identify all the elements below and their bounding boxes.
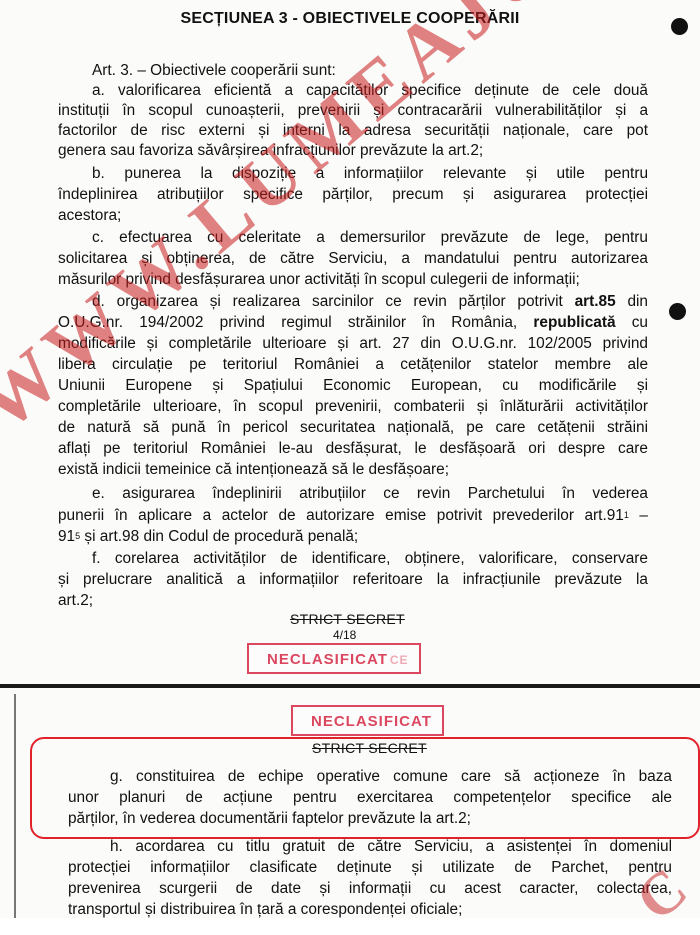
paragraph-line: art.2; (58, 592, 94, 609)
paragraph-line: libera circulație pe teritoriul României a cetățenilor statelor membre ale (58, 356, 648, 373)
paragraph-line: O.U.G.nr. 194/2002 privind regimul străinilor în România, republicată cu (58, 314, 648, 331)
paragraph-line: de natură să pună în pericol securitatea națională, pe care cetățenii străini (58, 419, 648, 436)
paragraph-line: f. corelarea activităților de identificare, obținere, valorificare, conservare (92, 550, 648, 567)
paragraph-line: aflați pe teritoriul României le-au desfășurat, le desfășoară ori despre care (58, 440, 648, 457)
neclasificat-stamp: NECLASIFICAT CE (247, 643, 421, 674)
paragraph-line: și prelucrare analitică a informațiilor referitoare la infracțiunile prevăzute la (58, 571, 648, 588)
paragraph-line: solicitarea și obținerea, de către Serviciu, a mandatului pentru autorizarea (58, 250, 648, 267)
paragraph-line: a. valorificarea eficientă a capacităților specifice deținute de cele două (92, 82, 648, 99)
margin-bullet (671, 18, 688, 35)
paragraph-line: e. asigurarea îndeplinirii atribuțiilor ce revin Parchetului în vederea (92, 485, 648, 502)
article-title: Art. 3. – Obiectivele cooperării sunt: (92, 62, 336, 79)
paragraph-line: completările ulterioare, în scopul prevenirii, combaterii și înlăturării activităților (58, 398, 648, 415)
paragraph-line: transportul și distribuirea în țară a corespondenței oficiale; (68, 901, 463, 918)
paragraph-line: îndeplinirea atribuțiilor specifice părților, precum și asigurarea protecției (58, 186, 648, 203)
paragraph-line: g. constituirea de echipe operative comune care să acționeze în baza (110, 768, 672, 785)
paragraph-line: $91^5$ și art.98 din Codul de procedură penală; (58, 528, 359, 545)
paragraph-line: instituții în scopul cunoașterii, prevenirii și contracarării vulnerabilităților și a (58, 102, 648, 119)
paragraph-line: c. efectuarea cu celeritate a demersurilor prevăzute de lege, pentru (92, 229, 648, 246)
paragraph-line: părților, în vederea documentării faptelor prevăzute la art.2; (68, 810, 471, 827)
neclasificat-stamp: NECLASIFICAT (291, 705, 444, 736)
watermark-fragment: C (623, 854, 700, 934)
paragraph-line: prevenirea scurgerii de date și informații cu acest caracter, colectarea, (68, 880, 672, 897)
paragraph-line: d. organizarea și realizarea sarcinilor ce revin părților potrivit art.85 din (92, 293, 648, 310)
paragraph-line: acestora; (58, 207, 122, 224)
paragraph-line: h. acordarea cu titlu gratuit de către Serviciu, a asistenței în domeniul (110, 838, 672, 855)
paragraph-line: măsurilor privind desfășurarea unor activități în scopul culegerii de informații; (58, 271, 580, 288)
paragraph-line: există indicii temeinice că intenționează să le desfășoare; (58, 461, 449, 478)
margin-bullet (669, 303, 686, 320)
paragraph-line: unor planuri de acțiune pentru exercitarea competențelor specifice ale (68, 789, 672, 806)
paragraph-line: genera sau favoriza săvârșirea infracțiunilor prevăzute la art.2; (58, 142, 484, 159)
paragraph-line: modificările și completările ulterioare și art. 27 din O.U.G.nr. 102/2005 privind (58, 335, 648, 352)
page-edge (14, 694, 16, 918)
section-heading: SECȚIUNEA 3 - OBIECTIVELE COOPERĂRII (180, 10, 520, 27)
page-number: 4/18 (333, 628, 357, 642)
highlight-box (30, 737, 700, 839)
paragraph-line: punerii în aplicare a actelor de autorizare emise potrivit prevederilor $art.91^1$ – (58, 507, 648, 524)
paragraph-line: Uniunii Europene și Spațiului Economic European, cu modificările și (58, 377, 648, 394)
paragraph-line: protecției informațiilor clasificate deținute și utilizate de Parchet, pentru (68, 859, 672, 876)
classification-strict-secret: STRICT SECRET (312, 740, 427, 756)
paragraph-line: factorilor de risc externi și interni la adresa securității naționale, care pot (58, 122, 648, 139)
paragraph-line: b. punerea la dispoziție a informațiilor relevante și utile pentru (92, 165, 648, 182)
classification-strict-secret: STRICT SECRET (290, 611, 405, 627)
